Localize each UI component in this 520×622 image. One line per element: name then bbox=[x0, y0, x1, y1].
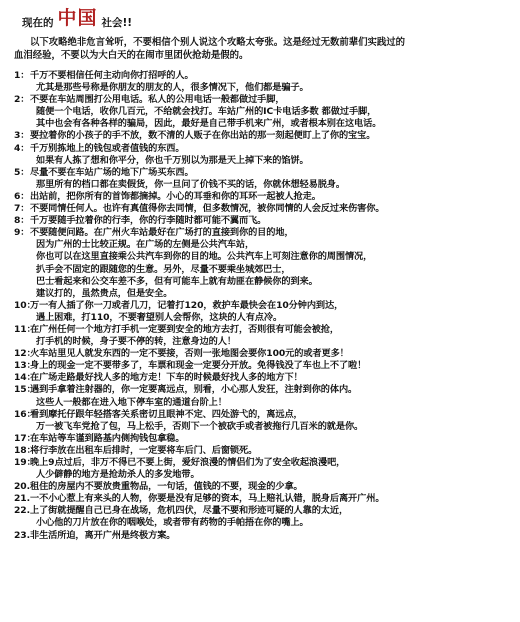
item-line: 在广场走路最好找人多的地方走！下车的时候最好找人多的地方下！ bbox=[30, 372, 303, 384]
item-text bbox=[30, 300, 512, 324]
item-line: 千万不要相信任何主动向你打招呼的人。 bbox=[30, 70, 194, 81]
item-number: 20. bbox=[14, 481, 30, 493]
item-number: 12： bbox=[14, 348, 36, 360]
item-number: 19： bbox=[14, 457, 36, 468]
item-line: 随便一个电话，收你几百元，不给就会找打。车站广州的IC卡电话多数 都做过手脚， bbox=[36, 106, 377, 118]
item-number: 18： bbox=[14, 444, 36, 456]
list-item bbox=[14, 481, 512, 493]
title-suffix: 社会!! bbox=[101, 16, 133, 29]
list-item bbox=[14, 384, 512, 408]
list-item bbox=[14, 360, 512, 372]
item-text bbox=[30, 167, 512, 191]
item-line: 晚上9点过后，非万不得已不要上街，爱好浪漫的情侣们为了安全收起浪漫吧， bbox=[30, 457, 346, 468]
page-title bbox=[22, 4, 512, 28]
title-highlight: 中国 bbox=[57, 7, 98, 29]
item-line: 上了街就提醒自己已身在战场，危机四伏，尽量不要和形迹可疑的人靠的太近， bbox=[30, 505, 349, 517]
list-item bbox=[14, 372, 512, 384]
item-text bbox=[30, 384, 512, 408]
item-number: 9： bbox=[14, 227, 30, 239]
item-text bbox=[30, 409, 512, 433]
item-text bbox=[30, 505, 512, 529]
title-prefix: 现在的 bbox=[22, 16, 54, 29]
item-text bbox=[30, 372, 512, 384]
item-text bbox=[30, 493, 512, 505]
intro-paragraph bbox=[14, 36, 512, 62]
item-number: 14： bbox=[14, 372, 36, 384]
item-line: 租住的房屋内不要放贵重物品，一句话，值钱的不要，现金的少拿。 bbox=[30, 481, 303, 493]
list-item bbox=[14, 324, 512, 348]
item-number: 10： bbox=[14, 299, 36, 311]
item-line: 在广州任何一个地方打手机一定要到安全的地方去打，否则很有可能会被抢， bbox=[30, 323, 339, 335]
item-line: 尤其是那些号称是你朋友的朋友的人，很多情况下，他们都是骗子。 bbox=[36, 82, 309, 94]
item-line: 建议打的，虽然贵点，但是安全。 bbox=[36, 287, 173, 299]
item-number: 11： bbox=[14, 323, 36, 335]
list-item bbox=[14, 143, 512, 167]
item-line: 这些人一般都在进入地下停车室的通道台阶上！ bbox=[36, 396, 227, 408]
list-item bbox=[14, 167, 512, 191]
tips-list bbox=[14, 70, 512, 542]
item-number: 2： bbox=[14, 94, 30, 106]
item-line: 其中也会有各种各样的骗局，因此，最好是自己带手机来广州，或者根本别在这电话。 bbox=[36, 118, 382, 130]
list-item bbox=[14, 457, 512, 481]
item-text bbox=[30, 457, 512, 481]
list-item bbox=[14, 493, 512, 505]
item-number: 16： bbox=[14, 408, 36, 420]
item-line: 一不小心惹上有来头的人物，你要是没有足够的资本，马上赔礼认错，脱身后离开广州。 bbox=[30, 493, 385, 505]
item-line: 如果有人拣了想和你平分，你也千万别以为那是天上掉下来的馅饼。 bbox=[36, 154, 309, 166]
item-number: 5： bbox=[14, 166, 30, 178]
item-line: 尽量不要在车站广场的地下广场买东西。 bbox=[30, 166, 194, 178]
item-text bbox=[30, 360, 512, 372]
list-item bbox=[14, 348, 512, 360]
item-line: 不要在车站周围打公用电话。私人的公用电话一般都做过手脚， bbox=[30, 94, 285, 106]
item-line: 遇上困难，打110，不要奢望别人会帮你，这块的人有点冷。 bbox=[36, 311, 283, 323]
list-item bbox=[14, 70, 512, 94]
item-number: 6： bbox=[14, 190, 30, 202]
item-line: 那里所有的档口都在卖假货，你一旦问了价钱不买的话，你就休想轻易脱身。 bbox=[36, 178, 345, 190]
item-number: 22. bbox=[14, 505, 30, 517]
item-text bbox=[30, 70, 512, 94]
list-item bbox=[14, 94, 512, 130]
item-text bbox=[30, 143, 512, 167]
item-line: 遇到手拿着注射器的，你一定要离远点，别看，小心那人发狂，注射到你的体内。 bbox=[30, 384, 358, 396]
item-line: 千万要随手拉着你的行李，你的行李随时都可能不翼而飞。 bbox=[30, 215, 267, 227]
item-line: 在车站等车谨到路基内侧拘钱包拿稳。 bbox=[30, 432, 185, 444]
item-text bbox=[30, 445, 512, 457]
list-item bbox=[14, 215, 512, 227]
item-number: 4： bbox=[14, 142, 30, 154]
item-number: 15： bbox=[14, 384, 36, 396]
item-text bbox=[30, 94, 512, 130]
list-item bbox=[14, 191, 512, 203]
list-item bbox=[14, 409, 512, 433]
item-line: 要拉着你的小孩子的手不放，数不清的人贩子在你出站的那一刻起便盯上了你的宝宝。 bbox=[30, 130, 376, 142]
list-item bbox=[14, 505, 512, 529]
item-text bbox=[30, 481, 512, 493]
item-line: 不要随便问路。在广州火车站最好在广场打的直接到你的目的地， bbox=[30, 227, 294, 239]
item-line: 火车站里见人就发东西的一定不要接，否则一张地图会要你100元的或者更多！ bbox=[30, 348, 349, 360]
item-line: 将行李放在出租车后排时，一定要将车后门、后窗锁死。 bbox=[30, 444, 258, 456]
item-line: 不要同情任何人。也许有真值得你去同情，但多数情况，被你同情的人会反过来伤害你。 bbox=[30, 203, 385, 215]
item-number: 13： bbox=[14, 360, 36, 372]
item-text bbox=[30, 215, 512, 227]
list-item bbox=[14, 433, 512, 445]
item-text bbox=[30, 227, 512, 300]
item-line: 非生活所迫，离开广州是终极方案。 bbox=[30, 529, 176, 541]
item-number: 23. bbox=[14, 529, 30, 541]
item-line: 万一被飞车党抢了包，马上松手，否则下一个被砍手或者被拖行几百米的就是你。 bbox=[36, 420, 364, 432]
item-number: 8： bbox=[14, 215, 30, 227]
list-item bbox=[14, 300, 512, 324]
item-line: 你也可以在这里直接乘公共汽车到你的目的地。公共汽车上可刻注意你的周围情况， bbox=[36, 251, 373, 263]
list-item bbox=[14, 203, 512, 215]
list-item bbox=[14, 130, 512, 142]
item-text bbox=[30, 130, 512, 142]
item-line: 因为广州的士比较正规。在广场的左侧是公共汽车站， bbox=[36, 239, 255, 251]
item-text bbox=[30, 433, 512, 445]
item-number: 17： bbox=[14, 432, 36, 444]
item-line: 巴士看起来和公交车差不多，但有可能车上就有劫匪在静候你的到来。 bbox=[36, 275, 318, 287]
item-text bbox=[30, 203, 512, 215]
list-item bbox=[14, 227, 512, 300]
item-number: 1： bbox=[14, 70, 30, 81]
item-line: 打手机的时候，身子要不停的转，注意身边的人！ bbox=[36, 336, 236, 348]
item-text bbox=[30, 530, 512, 542]
item-number: 7： bbox=[14, 203, 30, 215]
intro-line: 以下攻略绝非危言耸听，不要相信个别人说这个攻略太夸张。这是经过无数前辈们实践过的 bbox=[30, 37, 406, 48]
item-line: 人少僻静的地方是抢劫杀人的多发地带。 bbox=[36, 469, 200, 481]
item-line: 看到摩托仔跟年轻搭客关系密切且眼神不定、四处游弋的，离远点， bbox=[30, 408, 303, 420]
item-text bbox=[30, 191, 512, 203]
item-line: 小心他的刀片放在你的咽喉处，或者带有药物的手帕捂在你的嘴上。 bbox=[36, 517, 309, 529]
item-line: 出站前，把你所有的首饰都摘掉。小心的耳垂和你的耳环一起被人抢走。 bbox=[30, 190, 321, 202]
item-line: 千万别拣地上的钱包或者值钱的东西。 bbox=[30, 142, 185, 154]
item-number: 3： bbox=[14, 130, 30, 142]
item-line: 扒手会不固定的跟随您的生意。另外，尽量不要乘坐城郊巴士， bbox=[36, 263, 291, 275]
item-number: 21. bbox=[14, 493, 30, 505]
item-text bbox=[30, 348, 512, 360]
intro-line: 血泪经验，不要以为大白天的在闹市里团伙抢劫是假的。 bbox=[14, 50, 249, 61]
item-line: 身上的现金一定不要带多了，车票和现金一定要分开放。免得钱没了车也上不了啦！ bbox=[30, 360, 367, 372]
item-line: 万一有人插了你一刀或者几刀，记着打120，救护车最快会在10分钟内到达， bbox=[30, 299, 344, 311]
item-text bbox=[30, 324, 512, 348]
list-item bbox=[14, 445, 512, 457]
list-item bbox=[14, 530, 512, 542]
